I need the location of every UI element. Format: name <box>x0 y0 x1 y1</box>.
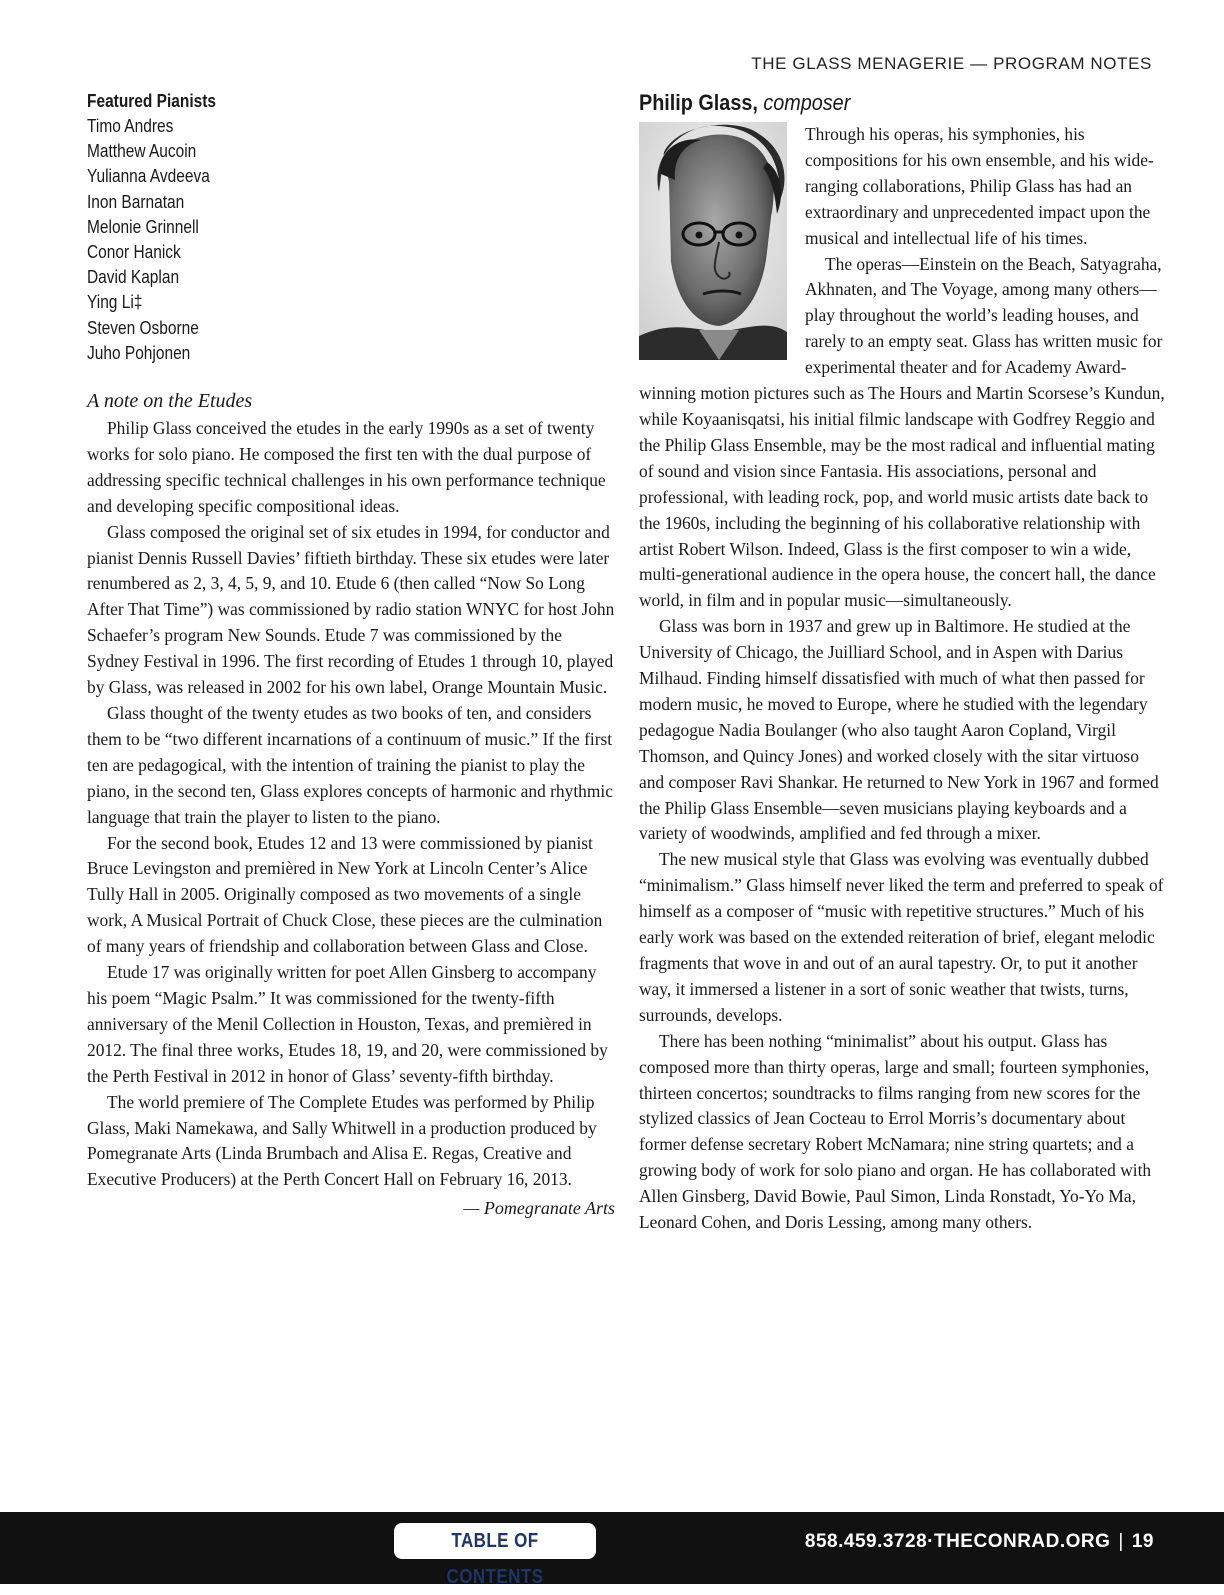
etudes-paragraph: Glass composed the original set of six etudes in 1994, for conductor and pianist Dennis Russell Davies’ fiftieth birthday. These six etudes were later renumbered as 2, 3, 4, 5, 9, and 10. Etude 6 (then called “Now So Long After That Time”) was commissioned by radio station WNYC for host John Schaefer’s program New Sounds. Etude 7 was commissioned by the Sydney Festival in 1996. The first recording of Etudes 1 through 10, played by Glass, was released in 2002 for his own label, Orange Mountain Music. <box>87 521 615 698</box>
etudes-paragraph: The world premiere of The Complete Etudes was performed by Philip Glass, Maki Namekawa, and Sally Whitwell in a production produced by Pomegranate Arts (Linda Brumbach and Alisa E. Regas, Creative and Executive Producers) at the Perth Concert Hall on February 16, 2013. <box>87 1091 597 1190</box>
footer-bar <box>0 1512 1224 1588</box>
portrait-icon <box>639 122 787 360</box>
divider: | <box>1118 1531 1124 1552</box>
table-of-contents-label: TABLE OF CONTENTS <box>446 1530 544 1588</box>
etudes-paragraph: Glass thought of the twenty etudes as two books of ten, and considers them to be “two different incarnations of a continuum of music.” If the first ten are pedagogical, with the intention of training the pianist to play the piano, in the second ten, Glass explores concepts of harmonic and rhythmic language that train the player to listen to the piano. <box>87 703 613 827</box>
bio-paragraph: The new musical style that Glass was evolving was eventually dubbed “minimalism.” Glass himself never liked the term and preferred to speak of himself as a composer of “music with repetitive structures.” Much of his early work was based on the extended reiteration of brief, elegant melodic fragments that wove in and out of an aural tapestry. Or, to put it another way, it immersed a listener in a sort of sonic weather that twists, turns, surrounds, develops. <box>639 849 1164 1025</box>
bio-paragraph: The operas—Einstein on the Beach, Satyagraha, Akhnaten, and The Voyage, among many others—play throughout the world’s leading houses, and rarely to an empty seat. Glass has written music for experimental theater and for Academy Award-winning motion pictures such as The Hours and Martin Scorsese’s Kundun, while Koyaanisqatsi, his initial filmic landscape with Godfrey Reggio and the Philip Glass Ensemble, may be the most radical and influential mating of sound and vision since Fantasia. His associations, personal and professional, with leading rock, pop, and world music artists date back to the 1960s, including the beginning of his collaborative relationship with artist Robert Wilson. Indeed, Glass is the first composer to win a wide, multi-generational audience in the opera house, the concert hall, the dance world, in film and in popular music—simultaneously. <box>639 253 1165 611</box>
pianist-name: Timo Andres <box>87 116 174 136</box>
left-column <box>87 88 617 1221</box>
pianist-name: Yulianna Avdeeva <box>87 166 210 187</box>
table-of-contents-button[interactable] <box>394 1523 596 1588</box>
etudes-paragraph: For the second book, Etudes 12 and 13 were commissioned by pianist Bruce Levingston and premièred in New York at Lincoln Center’s Alice Tully Hall in 2005. Originally composed as two movements of a single work, A Musical Portrait of Chuck Close, these pieces are the culmination of many years of friendship and collaboration between Glass and Close. <box>87 832 603 957</box>
bio-paragraph: There has been nothing “minimalist” about his output. Glass has composed more than thirty operas, large and small; fourteen symphonies, thirteen concertos; soundtracks to films ranging from new scores for the stylized classics of Jean Cocteau to Errol Morris’s documentary about former defense secretary Robert McNamara; nine string quartets; and a growing body of work for solo piano and organ. He has collaborated with Allen Ginsberg, David Bowie, Paul Simon, Linda Ronstadt, Yo-Yo Ma, Leonard Cohen, and Doris Lessing, among many others. <box>639 1030 1152 1233</box>
bio-paragraph: Through his operas, his symphonies, his compositions for his own ensemble, and his wide-ranging collaborations, Philip Glass has had an extraordinary and unprecedented impact upon the musical and intellectual life of his times. <box>805 124 1154 248</box>
phone-number: 858.459.3728 <box>804 1531 928 1552</box>
right-column <box>639 88 1167 1236</box>
portrait-photo <box>639 122 787 360</box>
pianist-name: David Kaplan <box>87 267 180 288</box>
bio-role: composer <box>763 90 851 115</box>
pianist-name: Melonie Grinnell <box>87 216 199 237</box>
pianist-name: Ying Li‡ <box>87 292 143 313</box>
pianist-name: Inon Barnatan <box>87 191 185 212</box>
website-link[interactable]: THECONRAD.ORG <box>933 1531 1111 1552</box>
separator-dot: · <box>927 1531 934 1552</box>
featured-pianists-heading: Featured Pianists <box>87 91 217 111</box>
running-head: THE GLASS MENAGERIE — PROGRAM NOTES <box>751 54 1152 73</box>
pianist-name: Matthew Aucoin <box>87 141 197 162</box>
page-number: 19 <box>1131 1531 1154 1552</box>
pianist-name: Juho Pohjonen <box>87 342 191 363</box>
etudes-paragraph: Philip Glass conceived the etudes in the early 1990s as a set of twenty works for solo piano. He composed the first ten with the dual purpose of addressing specific technical challenges in his own performance technique and developing specific compositional ideas. <box>87 418 606 516</box>
pianist-name: Conor Hanick <box>87 242 181 263</box>
bio-paragraph: Glass was born in 1937 and grew up in Baltimore. He studied at the University of Chicago, the Juilliard School, and in Aspen with Darius Milhaud. Finding himself dissatisfied with much of what then passed for modern music, he moved to Europe, where he studied with the legendary pedagogue Nadia Boulanger (who also taught Aaron Copland, Virgil Thomson, and Quincy Jones) and worked closely with the sitar virtuoso and composer Ravi Shankar. He returned to New York in 1967 and formed the Philip Glass Ensemble—seven musicians playing keyboards and a variety of woodwinds, amplified and fed through a mixer. <box>639 616 1159 844</box>
bio-heading <box>639 88 1114 118</box>
signature: — Pomegranate Arts <box>463 1198 615 1219</box>
pianist-list <box>87 114 617 366</box>
etudes-note-heading: A note on the Etudes <box>87 390 253 413</box>
pianist-name: Steven Osborne <box>87 317 199 338</box>
footer-contact <box>805 1531 1154 1553</box>
bio-name: Philip Glass, <box>639 90 758 115</box>
etudes-paragraph: Etude 17 was originally written for poet Allen Ginsberg to accompany his poem “Magic Psalm.” It was commissioned for the twenty-fifth anniversary of the Menil Collection in Houston, Texas, and premièred in 2012. The final three works, Etudes 18, 19, and 20, were commissioned by the Perth Festival in 2012 in honor of Glass’ seventy-fifth birthday. <box>87 962 608 1086</box>
